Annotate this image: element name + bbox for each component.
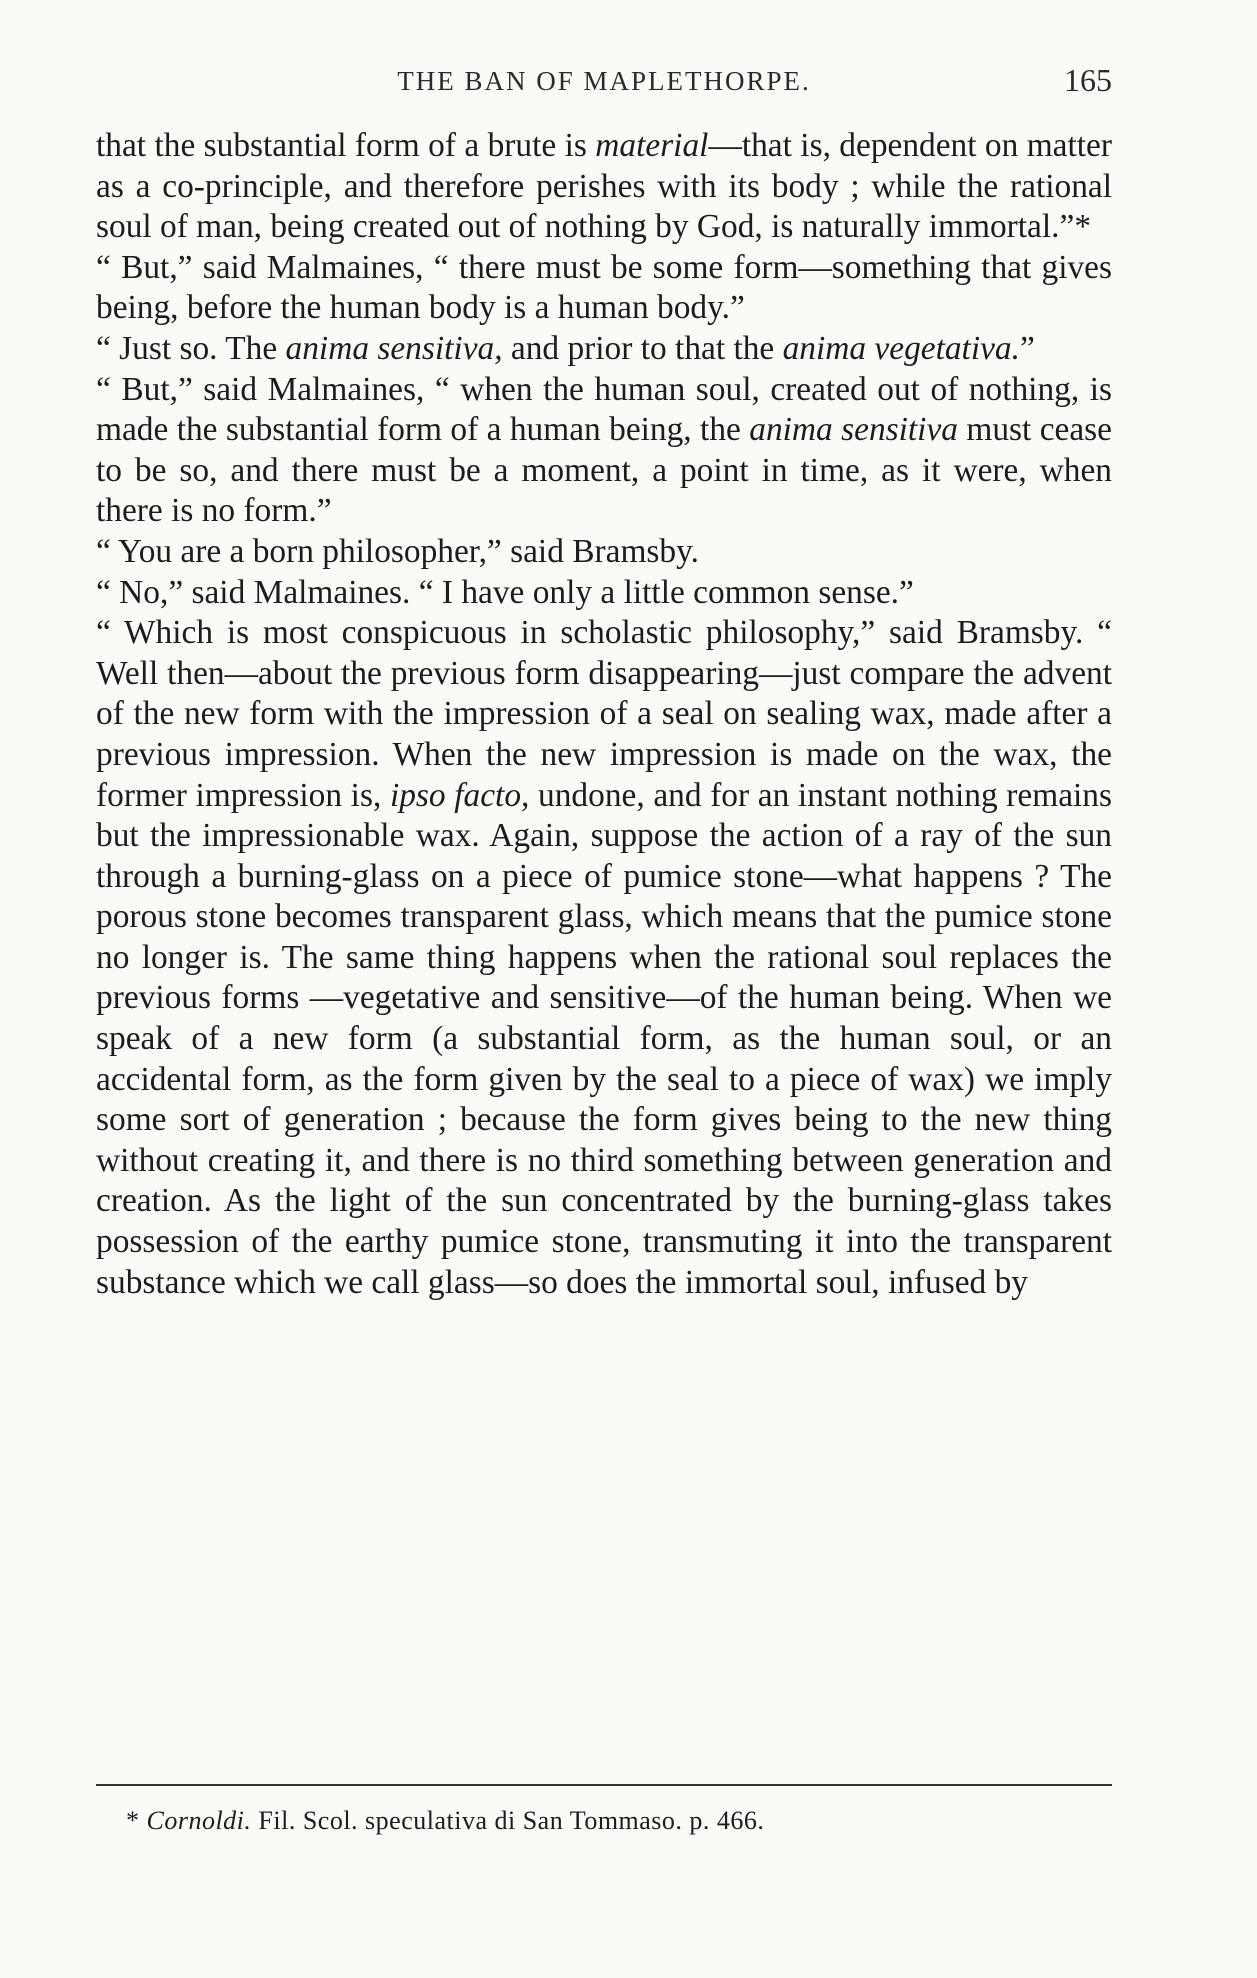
text-run: “ Which is most conspicuous in scholastic philosophy,” said Bramsby. “ Well then—about the previous form disappearing—just compare the advent of the new form with the impression of a seal on sealing wax, made after a previous impression. When the new impression is made on the wax, the former impression is, bbox=[96, 614, 1112, 814]
paragraph bbox=[96, 370, 1112, 532]
text-run: “ Just so. The bbox=[96, 329, 286, 367]
italic-phrase: material bbox=[595, 127, 709, 164]
text-run: “ But,” said Malmaines, “ when the human soul, created out of nothing, is made the substantial form of a human being, the bbox=[96, 370, 1112, 449]
paragraph bbox=[96, 126, 1112, 248]
text-run: must cease to be so, and there must be a moment, a point in time, as it were, when there is no form.” bbox=[96, 411, 1112, 530]
text-run: “ But,” said Malmaines, “ there must be some form—something that gives being, before the human body is a human body.” bbox=[96, 248, 1112, 327]
text-run: ” bbox=[1019, 329, 1035, 367]
italic-phrase: anima vegetativa. bbox=[782, 329, 1020, 367]
paragraph bbox=[96, 532, 1112, 573]
text-run: “ You are a born philosopher,” said Bramsby. bbox=[96, 532, 699, 570]
paragraph bbox=[96, 613, 1112, 1303]
italic-phrase: anima sensitiva, bbox=[285, 329, 503, 367]
book-page bbox=[96, 60, 1112, 1835]
paragraph bbox=[96, 248, 1112, 329]
body-text bbox=[96, 126, 1112, 1303]
text-run: that the substantial form of a brute is bbox=[96, 127, 596, 164]
text-run: “ No,” said Malmaines. “ I have only a little common sense.” bbox=[96, 573, 914, 611]
italic-phrase: anima sensitiva bbox=[749, 411, 958, 449]
footnote-text: Fil. Scol. speculativa di San Tommaso. p. 466. bbox=[251, 1806, 765, 1835]
page-number: 165 bbox=[1064, 62, 1112, 98]
footnote-author: Cornoldi. bbox=[146, 1806, 252, 1835]
paragraph bbox=[96, 573, 1112, 614]
paragraph bbox=[96, 329, 1112, 370]
footnote-marker: * bbox=[126, 1806, 140, 1835]
text-run: undone, and for an instant nothing remains but the impressionable wax. Again, suppose the action of a ray of the sun through a burning-glass on a piece of pumice stone—what happens ? The porous stone becomes transparent glass, which means that the pumice stone no longer is. The same thing happens when the rational soul replaces the previous forms —vegetative and sensitive—of the human being. When we speak of a new form (a substantial form, as the human soul, or an accidental form, as the form given by the seal to a piece of wax) we imply some sort of generation ; because the form gives being to the new thing without creating it, and there is no third something between generation and creation. As the light of the sun concentrated by the burning-glass takes possession of the earthy pumice stone, transmuting it into the transparent substance which we call glass—so does the immortal soul, infused by bbox=[96, 776, 1112, 1301]
italic-phrase: ipso facto, bbox=[389, 776, 530, 814]
text-run: —that is, dependent on matter as a co-principle, and therefore perishes with its body ; while the rational soul of man, being created out of nothing by God, is naturally immortal.”* bbox=[96, 127, 1112, 246]
running-head bbox=[96, 60, 1112, 106]
text-run: and prior to that the bbox=[502, 329, 783, 367]
footnote-rule bbox=[96, 1784, 1112, 1786]
running-title: THE BAN OF MAPLETHORPE. bbox=[397, 66, 811, 96]
footnote bbox=[96, 1806, 1112, 1836]
